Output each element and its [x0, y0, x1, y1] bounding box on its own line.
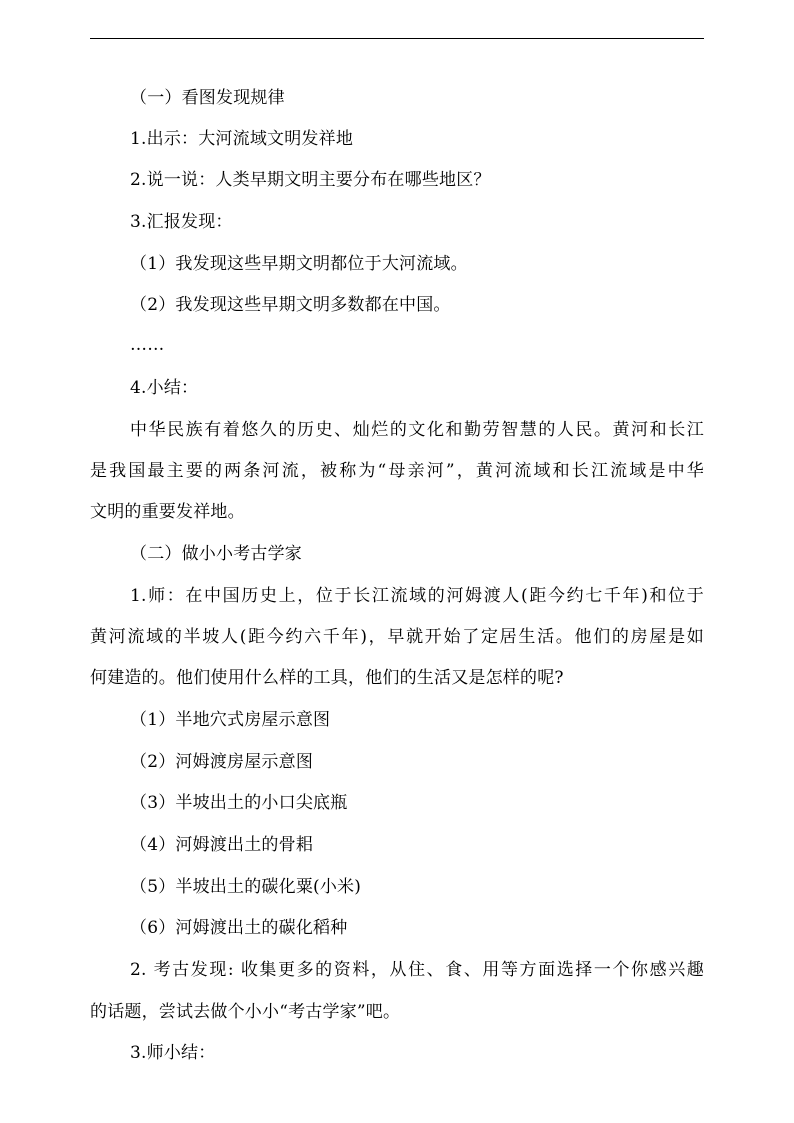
section1-item3: 3.汇报发现：	[130, 212, 233, 232]
image-item-4: （4）河姆渡出土的骨耜	[130, 835, 314, 855]
summary-line-1: 中华民族有着悠久的历史、灿烂的文化和勤劳智慧的人民。黄河和长江	[130, 420, 704, 440]
finding-2: （2）我发现这些早期文明多数都在中国。	[130, 295, 451, 315]
ellipsis: ……	[130, 335, 165, 355]
teacher-line-1: 1.师：在中国历史上，位于长江流域的河姆渡人(距今约七千年)和位于	[130, 586, 704, 606]
discovery-line-1: 2. 考古发现: 收集更多的资料，从住、食、用等方面选择一个你感兴趣	[130, 960, 704, 980]
section2-item3: 3.师小结：	[130, 1043, 216, 1063]
teacher-line-3: 何建造的。他们使用什么样的工具，他们的生活又是怎样的呢?	[90, 668, 564, 688]
summary-line-2: 是我国最主要的两条河流，被称为“母亲河”，黄河流域和长江流域是中华	[90, 461, 704, 481]
image-item-1: （1）半地穴式房屋示意图	[130, 710, 331, 730]
header-rule	[90, 38, 704, 39]
section1-heading: （一）看图发现规律	[130, 88, 285, 108]
finding-1: （1）我发现这些早期文明都位于大河流域。	[130, 254, 468, 274]
section1-item4: 4.小结：	[130, 378, 199, 398]
image-item-6: （6）河姆渡出土的碳化稻种	[130, 918, 348, 938]
section2-heading: （二）做小小考古学家	[130, 544, 302, 564]
image-item-3: （3）半坡出土的小口尖底瓶	[130, 793, 348, 813]
section1-item2: 2.说一说：人类早期文明主要分布在哪些地区？	[130, 170, 491, 190]
discovery-line-2: 的话题，尝试去做个小小“考古学家”吧。	[90, 1002, 401, 1022]
section1-item1: 1.出示：大河流域文明发祥地	[130, 129, 354, 149]
teacher-line-2: 黄河流域的半坡人(距今约六千年)，早就开始了定居生活。他们的房屋是如	[90, 627, 704, 647]
image-item-5: （5）半坡出土的碳化粟(小米)	[130, 877, 362, 897]
summary-line-3: 文明的重要发祥地。	[90, 502, 245, 522]
image-item-2: （2）河姆渡房屋示意图	[130, 752, 314, 772]
